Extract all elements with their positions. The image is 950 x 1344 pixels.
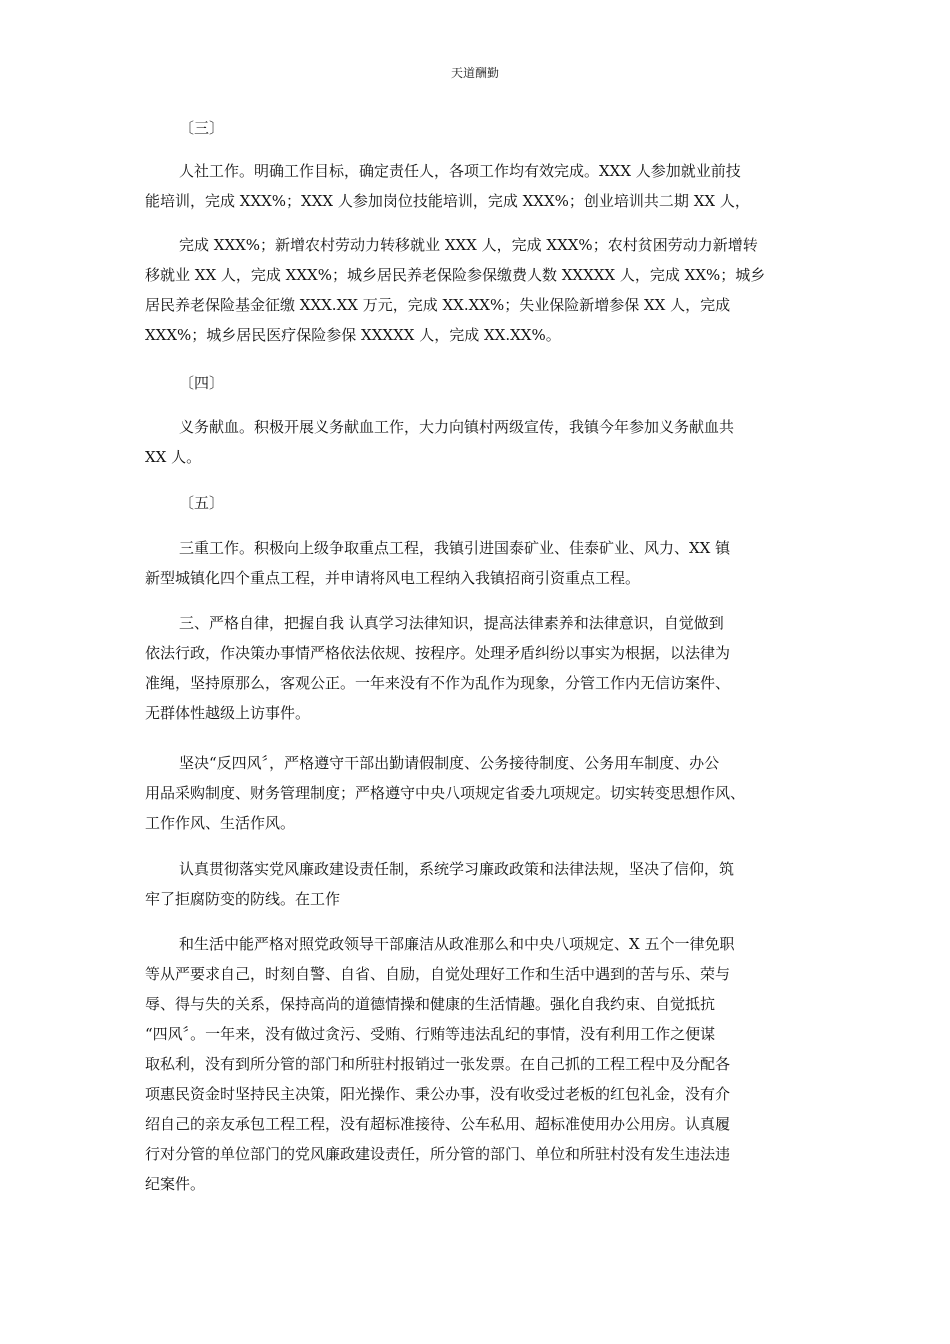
text-line: 工作作风、生活作风。: [145, 814, 296, 832]
text-line: XX 人。: [145, 448, 202, 466]
text-line: 纪案件。: [145, 1175, 206, 1193]
paragraph-hr-work-1: [145, 156, 819, 216]
paragraph-four-winds: [145, 748, 819, 838]
text-line: 等从严要求自己，时刻自警、自省、自励，自觉处理好工作和生活中遇到的苦与乐、荣与: [145, 965, 731, 983]
text-line: 准绳，坚持原那么，客观公正。一年来没有不作为乱作为现象，分管工作内无信访案件、: [145, 674, 731, 692]
text-line: 人社工作。明确工作目标，确定责任人，各项工作均有效完成。XXX 人参加就业前技: [179, 162, 741, 180]
text-line: 能培训，完成 XXX%；XXX 人参加岗位技能培训，完成 XXX%；创业培训共二期 XX 人，: [145, 192, 750, 210]
text-line: 无群体性越级上访事件。: [145, 704, 311, 722]
section-heading-3: [179, 113, 224, 143]
text-line: 三、严格自律，把握自我 认真学习法律知识，提高法律素养和法律意识，自觉做到: [179, 614, 724, 632]
text-line: “四风〞。一年来，没有做过贪污、受贿、行贿等违法乱纪的事情，没有利用工作之便谋: [145, 1025, 716, 1043]
text-line: 依法行政，作决策办事情严格依法依规、按程序。处理矛盾纠纷以事实为根据，以法律为: [145, 644, 731, 662]
text-line: 用品采购制度、财务管理制度；严格遵守中央八项规定省委九项规定。切实转变思想作风、: [145, 784, 746, 802]
text-line: 坚决“反四风〞，严格遵守干部出勤请假制度、公务接待制度、公务用车制度、办公: [179, 754, 720, 772]
paragraph-hr-work-2: [145, 230, 819, 350]
paragraph-integrity: [145, 854, 819, 914]
text-line: 和生活中能严格对照党政领导干部廉洁从政准那么和中央八项规定、X 五个一律免职: [179, 935, 735, 953]
text-line: 牢了拒腐防变的防线。在工作: [145, 890, 341, 908]
text-line: 〔三〕: [179, 119, 225, 137]
section-heading-5: [179, 488, 224, 518]
text-line: 居民养老保险基金征缴 XXX.XX 万元，完成 XX.XX%；失业保险新增参保 XX 人，完成: [145, 296, 731, 314]
paragraph-work-life: [145, 929, 819, 1199]
text-line: XXX%；城乡居民医疗保险参保 XXXXX 人，完成 XX.XX%。: [145, 326, 561, 344]
paragraph-self-discipline: [145, 608, 819, 728]
text-line: 项惠民资金时坚持民主决策，阳光操作、秉公办事，没有收受过老板的红包礼金，没有介: [145, 1085, 731, 1103]
text-line: 认真贯彻落实党风廉政建设责任制，系统学习廉政政策和法律法规，坚决了信仰，筑: [179, 860, 735, 878]
text-line: 完成 XXX%；新增农村劳动力转移就业 XXX 人，完成 XXX%；农村贫困劳动力新增转: [179, 236, 758, 254]
section-heading-4: [179, 368, 224, 398]
text-line: 〔四〕: [179, 374, 225, 392]
text-line: 取私利，没有到所分管的部门和所驻村报销过一张发票。在自己抓的工程工程中及分配各: [145, 1055, 731, 1073]
paragraph-key-projects: [145, 533, 819, 593]
paragraph-blood-donation: [145, 412, 819, 472]
text-line: 行对分管的单位部门的党风廉政建设责任，所分管的部门、单位和所驻村没有发生违法违: [145, 1145, 731, 1163]
text-line: 义务献血。积极开展义务献血工作，大力向镇村两级宣传，我镇今年参加义务献血共: [179, 418, 735, 436]
text-line: 辱、得与失的关系，保持高尚的道德情操和健康的生活情趣。强化自我约束、自觉抵抗: [145, 995, 716, 1013]
text-line: 三重工作。积极向上级争取重点工程，我镇引进国泰矿业、佳泰矿业、风力、XX 镇: [179, 539, 731, 557]
text-line: 绍自己的亲友承包工程工程，没有超标准接待、公车私用、超标准使用办公用房。认真履: [145, 1115, 731, 1133]
text-line: 〔五〕: [179, 494, 225, 512]
page-header: 天道酬勤: [450, 66, 499, 80]
text-line: 新型城镇化四个重点工程，并申请将风电工程纳入我镇招商引资重点工程。: [145, 569, 641, 587]
text-line: 移就业 XX 人，完成 XXX%；城乡居民养老保险参保缴费人数 XXXXX 人，完成 XX%；城乡: [145, 266, 766, 284]
